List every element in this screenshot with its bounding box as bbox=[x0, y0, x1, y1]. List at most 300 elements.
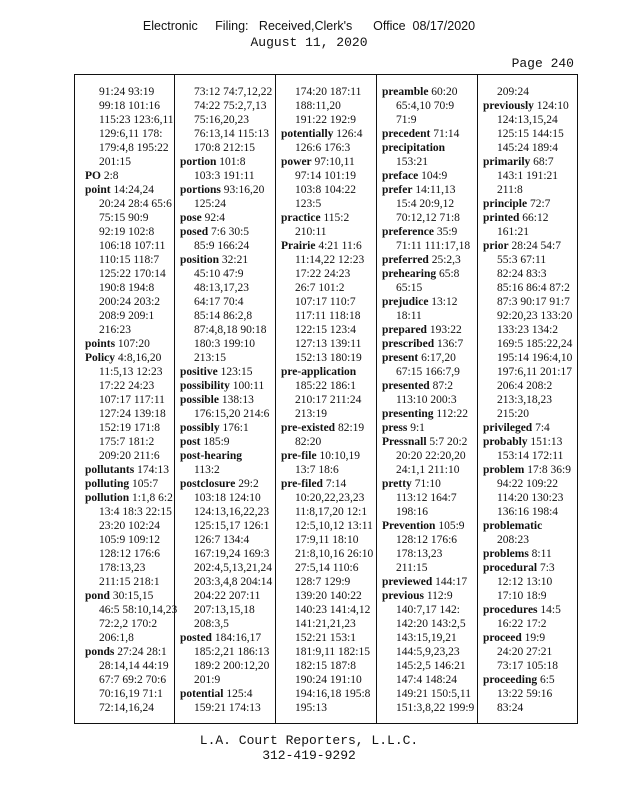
page-line-refs: 145:2,5 146:21 bbox=[396, 660, 466, 672]
index-continuation bbox=[483, 183, 583, 197]
page-line-refs: 208:3,5 bbox=[194, 618, 229, 630]
page-line-refs: 14:5 bbox=[540, 604, 561, 616]
index-term: problem bbox=[483, 464, 525, 476]
page-line-refs: 7:4 bbox=[535, 422, 550, 434]
index-continuation bbox=[483, 365, 583, 379]
page-line-refs: 91:24 93:19 bbox=[99, 86, 155, 98]
page-line-refs: 104:9 bbox=[421, 170, 448, 182]
index-continuation bbox=[180, 491, 280, 505]
index-term: pre-existed bbox=[281, 422, 336, 434]
index-entry bbox=[180, 253, 280, 267]
index-continuation bbox=[85, 211, 185, 225]
page-line-refs: 99:18 101:16 bbox=[99, 100, 161, 112]
index-continuation bbox=[483, 701, 583, 715]
page-line-refs: 67:7 69:2 70:6 bbox=[99, 674, 167, 686]
page-line-refs: 24:1,1 211:10 bbox=[396, 464, 460, 476]
page-line-refs: 143:1 191:21 bbox=[497, 170, 559, 182]
index-term: position bbox=[180, 254, 219, 266]
page-line-refs: 94:22 109:22 bbox=[497, 478, 559, 490]
page-line-refs: 136:16 198:4 bbox=[497, 506, 559, 518]
page-line-refs: 24:20 27:21 bbox=[497, 646, 553, 658]
page-line-refs: 113:10 200:3 bbox=[396, 394, 457, 406]
page-line-refs: 10:10,19 bbox=[319, 450, 361, 462]
index-continuation bbox=[85, 127, 185, 141]
index-continuation bbox=[281, 309, 381, 323]
index-entry bbox=[382, 253, 482, 267]
page-line-refs: 204:22 207:11 bbox=[194, 590, 261, 602]
page-line-refs: 140:7,17 142: bbox=[396, 604, 460, 616]
page-line-refs: 181:9,11 182:15 bbox=[295, 646, 370, 658]
page-line-refs: 216:23 bbox=[99, 324, 131, 336]
index-continuation bbox=[180, 659, 280, 673]
page-line-refs: 28:14,14 44:19 bbox=[99, 660, 169, 672]
page-line-refs: 188:11,20 bbox=[295, 100, 341, 112]
index-entry bbox=[483, 631, 583, 645]
index-entry bbox=[85, 337, 185, 351]
page-line-refs: 32:21 bbox=[221, 254, 249, 266]
index-continuation bbox=[382, 365, 482, 379]
page-line-refs: 60:20 bbox=[431, 86, 458, 98]
page-line-refs: 126:7 134:4 bbox=[194, 534, 250, 546]
page-line-refs: 182:15 187:8 bbox=[295, 660, 357, 672]
index-term: presented bbox=[382, 380, 430, 392]
page-line-refs: 64:17 70:4 bbox=[194, 296, 244, 308]
index-continuation bbox=[85, 295, 185, 309]
page-line-refs: 28:24 54:7 bbox=[511, 240, 561, 252]
index-entry bbox=[382, 379, 482, 393]
page-line-refs: 26:7 101:2 bbox=[295, 282, 345, 294]
index-continuation bbox=[281, 617, 381, 631]
page-line-refs: 4:21 11:6 bbox=[318, 240, 362, 252]
page-line-refs: 167:19,24 169:3 bbox=[194, 548, 270, 560]
page-line-refs: 74:22 75:2,7,13 bbox=[194, 100, 267, 112]
page-line-refs: 85:14 86:2,8 bbox=[194, 310, 253, 322]
index-continuation bbox=[85, 701, 185, 715]
reporter-phone: 312-419-9292 bbox=[262, 748, 356, 763]
index-term: privileged bbox=[483, 422, 533, 434]
index-continuation bbox=[281, 659, 381, 673]
index-continuation bbox=[483, 477, 583, 491]
index-entry bbox=[281, 449, 381, 463]
index-continuation bbox=[180, 169, 280, 183]
index-continuation bbox=[281, 281, 381, 295]
page-line-refs: 107:20 bbox=[117, 338, 150, 350]
index-continuation bbox=[483, 225, 583, 239]
index-entry bbox=[180, 183, 280, 197]
index-continuation bbox=[281, 99, 381, 113]
page-line-refs: 153:21 bbox=[396, 156, 428, 168]
page-line-refs: 208:23 bbox=[497, 534, 529, 546]
index-term: prepared bbox=[382, 324, 427, 336]
page-line-refs: 211:15 218:1 bbox=[99, 576, 160, 588]
index-continuation bbox=[85, 435, 185, 449]
page-line-refs: 1:1,8 6:2 bbox=[131, 492, 173, 504]
index-entry bbox=[382, 435, 482, 449]
page-line-refs: 100:11 bbox=[232, 380, 265, 392]
page-line-refs: 170:8 212:15 bbox=[194, 142, 256, 154]
index-continuation bbox=[281, 589, 381, 603]
index-entry bbox=[382, 477, 482, 491]
page-line-refs: 133:23 134:2 bbox=[497, 324, 559, 336]
page-line-refs: 124:13,15,24 bbox=[497, 114, 558, 126]
page-line-refs: 151:13 bbox=[530, 436, 563, 448]
index-entry bbox=[85, 169, 185, 183]
page-line-refs: 6:5 bbox=[539, 674, 555, 686]
page-line-refs: 65:4,10 70:9 bbox=[396, 100, 455, 112]
page-line-refs: 185:2,21 186:13 bbox=[194, 646, 270, 658]
document-date: August 11, 2020 bbox=[250, 35, 368, 50]
page-line-refs: 115:2 bbox=[323, 212, 350, 224]
page-line-refs: 82:20 bbox=[295, 436, 322, 448]
index-continuation bbox=[382, 281, 482, 295]
page-line-refs: 20:20 22:20,20 bbox=[396, 450, 466, 462]
index-term: procedural bbox=[483, 562, 538, 574]
page-line-refs: 7:6 30:5 bbox=[211, 226, 250, 238]
index-continuation bbox=[382, 113, 482, 127]
page-line-refs: 193:22 bbox=[429, 324, 462, 336]
index-continuation bbox=[180, 463, 280, 477]
index-term: pre-filed bbox=[281, 478, 323, 490]
index-entry bbox=[483, 547, 583, 561]
page-line-refs: 12:5,10,12 13:11 bbox=[295, 520, 373, 532]
page-line-refs: 136:7 bbox=[437, 338, 464, 350]
page-line-refs: 206:1,8 bbox=[99, 632, 134, 644]
index-entry bbox=[85, 183, 185, 197]
index-term: point bbox=[85, 184, 111, 196]
index-term: previous bbox=[382, 590, 424, 602]
index-continuation bbox=[483, 491, 583, 505]
index-continuation bbox=[85, 379, 185, 393]
page-line-refs: 210:11 bbox=[295, 226, 327, 238]
page-line-refs: 29:2 bbox=[238, 478, 259, 490]
page-line-refs: 85:9 166:24 bbox=[194, 240, 250, 252]
index-column-5 bbox=[483, 85, 583, 715]
page-line-refs: 215:20 bbox=[497, 408, 529, 420]
index-continuation bbox=[85, 575, 185, 589]
index-term: previously bbox=[483, 100, 534, 112]
page-line-refs: 206:4 208:2 bbox=[497, 380, 553, 392]
page-line-refs: 115:23 123:6,11 bbox=[99, 114, 174, 126]
index-continuation bbox=[483, 407, 583, 421]
page-line-refs: 5:7 20:2 bbox=[429, 436, 468, 448]
index-continuation bbox=[180, 85, 280, 99]
index-continuation bbox=[483, 253, 583, 267]
index-continuation bbox=[281, 505, 381, 519]
page-line-refs: 125:4 bbox=[226, 688, 253, 700]
index-continuation bbox=[483, 169, 583, 183]
page-line-refs: 103:18 124:10 bbox=[194, 492, 261, 504]
index-term: preferred bbox=[382, 254, 429, 266]
index-continuation bbox=[483, 85, 583, 99]
index-continuation bbox=[180, 323, 280, 337]
index-continuation bbox=[85, 407, 185, 421]
page-line-refs: 82:24 83:3 bbox=[497, 268, 547, 280]
index-continuation bbox=[281, 519, 381, 533]
index-term: posted bbox=[180, 632, 212, 644]
page-line-refs: 139:20 140:22 bbox=[295, 590, 362, 602]
index-continuation bbox=[281, 533, 381, 547]
index-term: Pressnall bbox=[382, 436, 427, 448]
page-line-refs: 107:17 117:11 bbox=[99, 394, 165, 406]
column-divider bbox=[376, 75, 377, 723]
index-entry bbox=[483, 239, 583, 253]
index-term: previewed bbox=[382, 576, 433, 588]
index-continuation bbox=[483, 323, 583, 337]
index-continuation bbox=[382, 659, 482, 673]
page-line-refs: 75:16,20,23 bbox=[194, 114, 249, 126]
page-line-refs: 73:12 74:7,12,22 bbox=[194, 86, 273, 98]
page-line-refs: 75:15 90:9 bbox=[99, 212, 149, 224]
index-entry bbox=[281, 239, 381, 253]
index-continuation bbox=[281, 547, 381, 561]
index-continuation bbox=[382, 561, 482, 575]
index-continuation bbox=[483, 575, 583, 589]
page-line-refs: 101:8 bbox=[219, 156, 246, 168]
page-line-refs: 103:8 104:22 bbox=[295, 184, 357, 196]
index-continuation bbox=[382, 533, 482, 547]
index-continuation bbox=[382, 687, 482, 701]
index-continuation bbox=[382, 463, 482, 477]
index-continuation bbox=[85, 659, 185, 673]
index-continuation bbox=[382, 631, 482, 645]
index-continuation bbox=[281, 435, 381, 449]
index-continuation bbox=[281, 463, 381, 477]
index-entry bbox=[180, 435, 280, 449]
page-line-refs: 209:20 211:6 bbox=[99, 450, 160, 462]
page-line-refs: 213:15 bbox=[194, 352, 226, 364]
page-line-refs: 141:21,21,23 bbox=[295, 618, 356, 630]
index-column-1 bbox=[85, 85, 185, 715]
index-entry bbox=[483, 463, 583, 477]
page-line-refs: 185:9 bbox=[203, 436, 230, 448]
page-line-refs: 71:14 bbox=[433, 128, 460, 140]
page-line-refs: 48:13,17,23 bbox=[194, 282, 249, 294]
column-divider bbox=[174, 75, 175, 723]
page-line-refs: 128:12 176:6 bbox=[396, 534, 458, 546]
index-term: preference bbox=[382, 226, 434, 238]
page-line-refs: 144:17 bbox=[435, 576, 468, 588]
page-line-refs: 211:15 bbox=[396, 562, 428, 574]
index-continuation bbox=[382, 645, 482, 659]
index-term: posed bbox=[180, 226, 209, 238]
page-line-refs: 92:19 102:8 bbox=[99, 226, 155, 238]
index-term: prejudice bbox=[382, 296, 429, 308]
index-continuation bbox=[281, 561, 381, 575]
index-entry bbox=[483, 603, 583, 617]
page-line-refs: 20:24 28:4 65:6 bbox=[99, 198, 172, 210]
index-entry bbox=[483, 561, 583, 575]
index-term: precipitation bbox=[382, 142, 446, 154]
index-continuation bbox=[483, 533, 583, 547]
page-line-refs: 103:3 191:11 bbox=[194, 170, 255, 182]
index-entry bbox=[180, 687, 280, 701]
index-term: pre-file bbox=[281, 450, 317, 462]
page-line-refs: 189:2 200:12,20 bbox=[194, 660, 270, 672]
index-entry bbox=[483, 519, 583, 533]
page-line-refs: 112:22 bbox=[436, 408, 468, 420]
page-line-refs: 161:21 bbox=[497, 226, 529, 238]
page-line-refs: 73:17 105:18 bbox=[497, 660, 559, 672]
index-term: postclosure bbox=[180, 478, 236, 490]
page-line-refs: 138:13 bbox=[221, 394, 254, 406]
index-term: possible bbox=[180, 394, 219, 406]
index-entry bbox=[483, 99, 583, 113]
index-term: pose bbox=[180, 212, 202, 224]
index-continuation bbox=[180, 309, 280, 323]
index-term: PO bbox=[85, 170, 101, 182]
index-entry bbox=[180, 421, 280, 435]
index-continuation bbox=[180, 113, 280, 127]
index-continuation bbox=[85, 603, 185, 617]
index-continuation bbox=[382, 673, 482, 687]
index-term: Prairie bbox=[281, 240, 316, 252]
index-entry bbox=[382, 421, 482, 435]
page-line-refs: 194:16,18 195:8 bbox=[295, 688, 371, 700]
index-column-3 bbox=[281, 85, 381, 715]
page-number: Page 240 bbox=[511, 56, 574, 71]
index-continuation bbox=[85, 519, 185, 533]
index-continuation bbox=[180, 701, 280, 715]
index-continuation bbox=[85, 85, 185, 99]
page-line-refs: 213:3,18,23 bbox=[497, 394, 552, 406]
page-line-refs: 16:22 17:2 bbox=[497, 618, 547, 630]
index-continuation bbox=[483, 645, 583, 659]
page-line-refs: 159:21 174:13 bbox=[194, 702, 261, 714]
index-continuation bbox=[180, 239, 280, 253]
index-continuation bbox=[483, 127, 583, 141]
page-line-refs: 71:9 bbox=[396, 114, 417, 126]
index-continuation bbox=[382, 505, 482, 519]
page-line-refs: 105:9 109:12 bbox=[99, 534, 161, 546]
page-line-refs: 152:19 171:8 bbox=[99, 422, 161, 434]
page-line-refs: 127:13 139:11 bbox=[295, 338, 362, 350]
page-line-refs: 13:7 18:6 bbox=[295, 464, 339, 476]
index-table bbox=[74, 74, 578, 724]
page-line-refs: 14:11,13 bbox=[415, 184, 456, 196]
page-line-refs: 107:17 110:7 bbox=[295, 296, 356, 308]
index-continuation bbox=[85, 267, 185, 281]
index-continuation bbox=[85, 141, 185, 155]
index-continuation bbox=[382, 449, 482, 463]
page-line-refs: 174:20 187:11 bbox=[295, 86, 362, 98]
page-line-refs: 144:5,9,23,23 bbox=[396, 646, 460, 658]
page-line-refs: 209:24 bbox=[497, 86, 529, 98]
index-continuation bbox=[382, 155, 482, 169]
index-term: Prevention bbox=[382, 520, 436, 532]
page-line-refs: 126:4 bbox=[336, 128, 363, 140]
index-entry bbox=[85, 351, 185, 365]
index-entry bbox=[483, 673, 583, 687]
page-line-refs: 2:8 bbox=[103, 170, 119, 182]
index-entry bbox=[382, 295, 482, 309]
index-continuation bbox=[85, 113, 185, 127]
index-continuation bbox=[483, 449, 583, 463]
index-continuation bbox=[483, 113, 583, 127]
page-line-refs: 68:7 bbox=[533, 156, 554, 168]
index-entry bbox=[382, 183, 482, 197]
index-entry bbox=[180, 631, 280, 645]
page-line-refs: 124:10 bbox=[536, 100, 569, 112]
page-line-refs: 180:3 199:10 bbox=[194, 338, 256, 350]
index-continuation bbox=[180, 267, 280, 281]
index-term: polluting bbox=[85, 478, 130, 490]
page-line-refs: 105:9 bbox=[438, 520, 465, 532]
index-continuation bbox=[85, 365, 185, 379]
index-continuation bbox=[281, 253, 381, 267]
index-term: pond bbox=[85, 590, 110, 602]
index-continuation bbox=[180, 673, 280, 687]
index-continuation bbox=[281, 393, 381, 407]
index-term: preface bbox=[382, 170, 419, 182]
index-term: proceed bbox=[483, 632, 522, 644]
index-term: preamble bbox=[382, 86, 429, 98]
index-continuation bbox=[281, 267, 381, 281]
page-line-refs: 152:21 153:1 bbox=[295, 632, 357, 644]
index-entry bbox=[85, 491, 185, 505]
index-continuation bbox=[281, 491, 381, 505]
page-line-refs: 97:10,11 bbox=[314, 156, 355, 168]
page-line-refs: 11:8,17,20 12:1 bbox=[295, 506, 368, 518]
index-continuation bbox=[85, 449, 185, 463]
page-line-refs: 72:2,2 170:2 bbox=[99, 618, 158, 630]
index-continuation bbox=[85, 253, 185, 267]
page-line-refs: 191:22 192:9 bbox=[295, 114, 357, 126]
index-continuation bbox=[180, 99, 280, 113]
page-line-refs: 211:8 bbox=[497, 184, 523, 196]
page-line-refs: 4:8,16,20 bbox=[117, 352, 162, 364]
page-line-refs: 179:4,8 195:22 bbox=[99, 142, 169, 154]
index-entry bbox=[281, 211, 381, 225]
page-line-refs: 87:2 bbox=[432, 380, 454, 392]
page-line-refs: 72:7 bbox=[529, 198, 551, 210]
index-entry bbox=[180, 477, 280, 491]
index-term: power bbox=[281, 156, 312, 168]
index-continuation bbox=[281, 407, 381, 421]
index-continuation bbox=[180, 575, 280, 589]
index-term: Policy bbox=[85, 352, 116, 364]
index-continuation bbox=[281, 225, 381, 239]
page-line-refs: 197:6,11 201:17 bbox=[497, 366, 572, 378]
page-line-refs: 19:9 bbox=[524, 632, 546, 644]
index-term: practice bbox=[281, 212, 321, 224]
page-line-refs: 201:15 bbox=[99, 156, 131, 168]
page-line-refs: 175:7 181:2 bbox=[99, 436, 155, 448]
page-line-refs: 126:6 176:3 bbox=[295, 142, 351, 154]
index-continuation bbox=[85, 323, 185, 337]
index-term: prior bbox=[483, 240, 509, 252]
page-line-refs: 83:24 bbox=[497, 702, 524, 714]
page-line-refs: 87:3 90:17 91:7 bbox=[497, 296, 570, 308]
index-entry bbox=[281, 477, 381, 491]
index-continuation bbox=[180, 295, 280, 309]
index-continuation bbox=[382, 617, 482, 631]
index-continuation bbox=[483, 337, 583, 351]
index-continuation bbox=[483, 267, 583, 281]
page-line-refs: 15:4 20:9,12 bbox=[396, 198, 455, 210]
index-term: prehearing bbox=[382, 268, 437, 280]
index-continuation bbox=[281, 113, 381, 127]
page-line-refs: 190:24 191:10 bbox=[295, 674, 362, 686]
index-entry bbox=[483, 211, 583, 225]
index-continuation bbox=[85, 393, 185, 407]
page-line-refs: 125:22 170:14 bbox=[99, 268, 166, 280]
index-continuation bbox=[382, 491, 482, 505]
page-line-refs: 10:20,22,23,23 bbox=[295, 492, 365, 504]
index-term: points bbox=[85, 338, 116, 350]
page-line-refs: 23:20 102:24 bbox=[99, 520, 161, 532]
page-line-refs: 208:9 209:1 bbox=[99, 310, 155, 322]
index-continuation bbox=[180, 141, 280, 155]
